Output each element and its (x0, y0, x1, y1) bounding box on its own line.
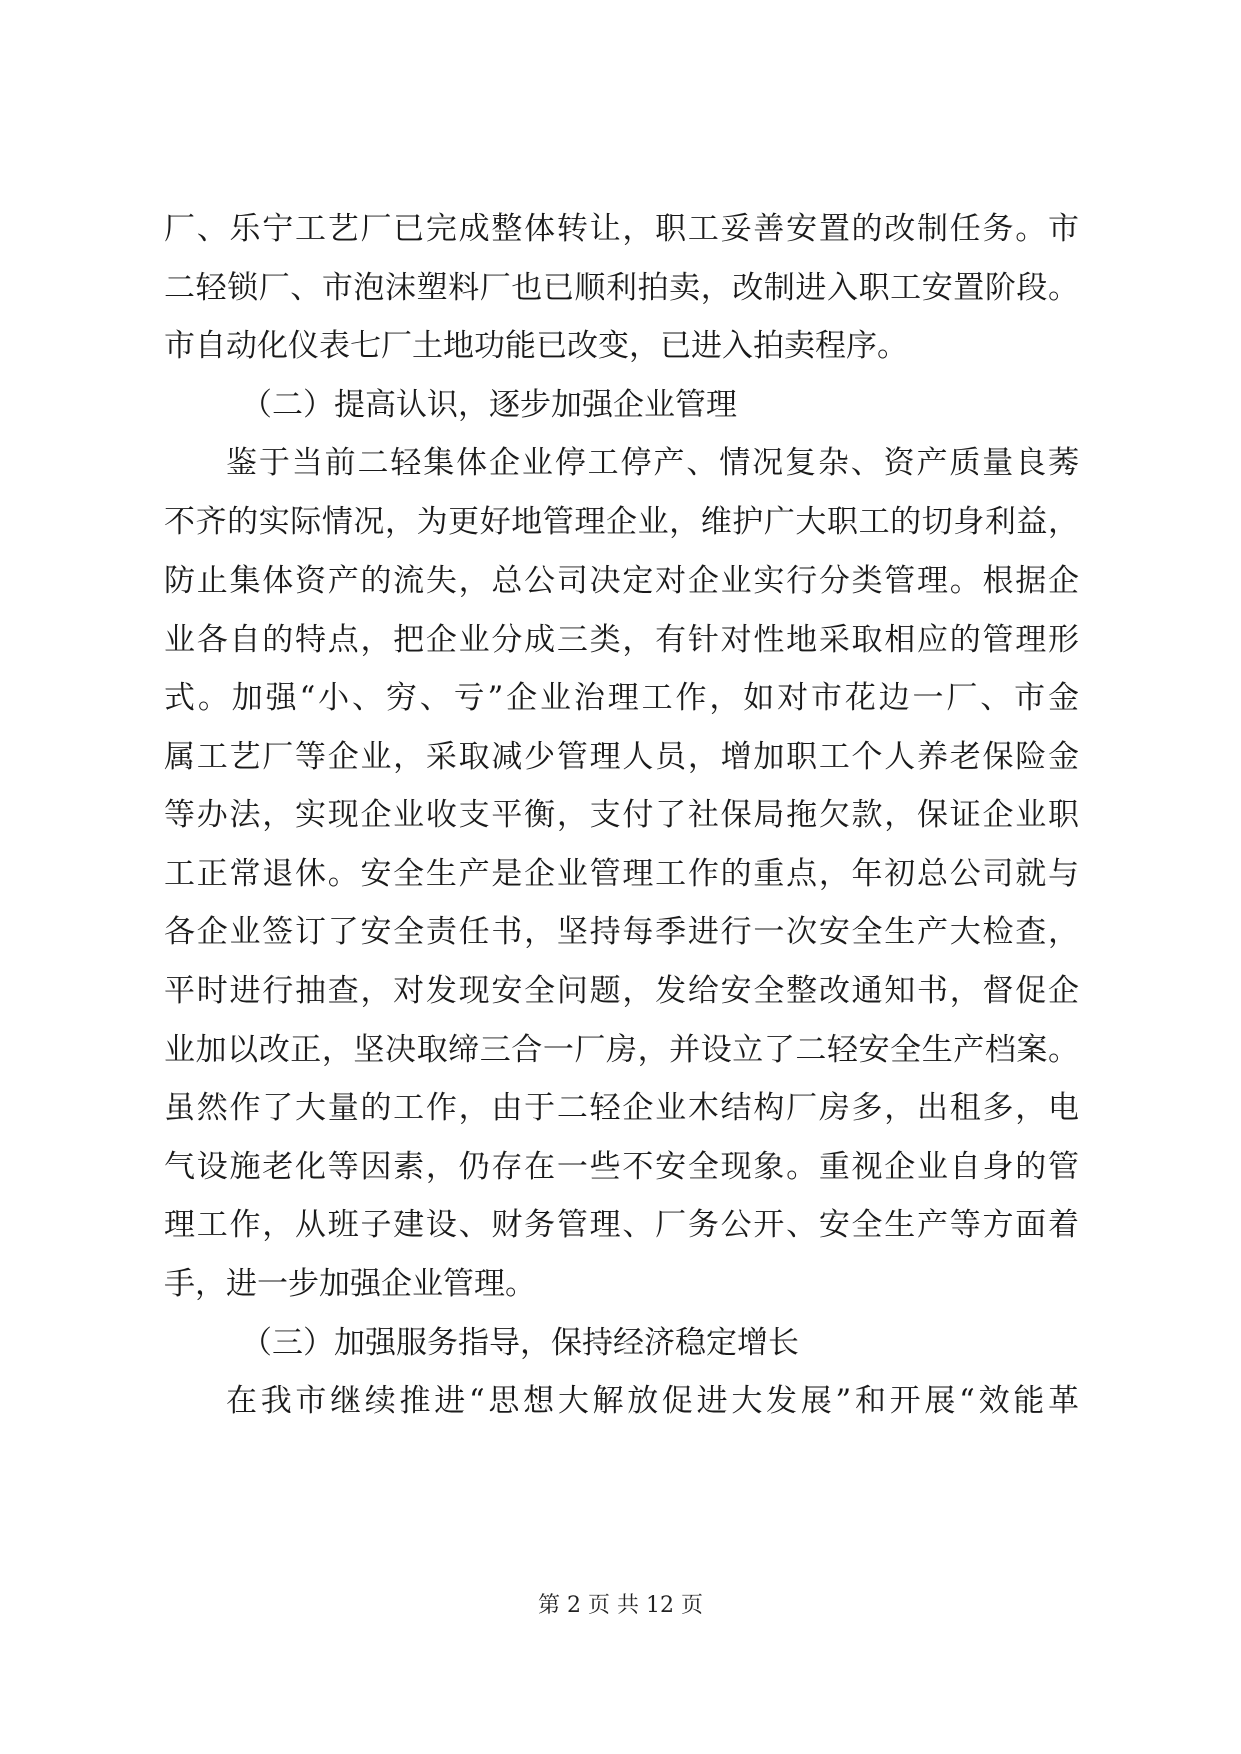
body-line: 厂、乐宁工艺厂已完成整体转让，职工妥善安置的改制任务。市 (164, 211, 1079, 247)
section-heading-3: （三）加强服务指导，保持经济稳定增长 (241, 1325, 799, 1361)
body-line: 属工艺厂等企业，采取减少管理人员，增加职工个人养老保险金 (164, 739, 1079, 775)
page-number-footer: 第 2 页 共 12 页 (538, 1593, 703, 1618)
body-line: 气设施老化等因素，仍存在一些不安全现象。重视企业自身的管 (164, 1149, 1079, 1185)
section-heading-2: （二）提高认识，逐步加强企业管理 (241, 387, 737, 423)
body-line: 工正常退休。安全生产是企业管理工作的重点，年初总公司就与 (164, 856, 1079, 892)
body-line: 式。加强“小、穷、亏”企业治理工作，如对市花边一厂、市金 (164, 680, 1079, 716)
paragraph-first-line: 在我市继续推进“思想大解放促进大发展”和开展“效能革 (226, 1383, 1079, 1419)
body-line: 业加以改正，坚决取缔三合一厂房，并设立了二轻安全生产档案。 (164, 1032, 1079, 1068)
body-line: 虽然作了大量的工作，由于二轻企业木结构厂房多，出租多，电 (164, 1090, 1079, 1126)
body-line: 业各自的特点，把企业分成三类，有针对性地采取相应的管理形 (164, 622, 1079, 658)
body-line: 各企业签订了安全责任书，坚持每季进行一次安全生产大检查， (164, 914, 1079, 950)
body-line: 二轻锁厂、市泡沫塑料厂也已顺利拍卖，改制进入职工安置阶段。 (164, 270, 1079, 306)
body-line: 平时进行抽查，对发现安全问题，发给安全整改通知书，督促企 (164, 973, 1079, 1009)
body-line: 手，进一步加强企业管理。 (164, 1266, 536, 1302)
body-line: 市自动化仪表七厂土地功能已改变，已进入拍卖程序。 (164, 328, 908, 364)
paragraph-first-line: 鉴于当前二轻集体企业停工停产、情况复杂、资产质量良莠 (226, 445, 1079, 481)
body-line: 防止集体资产的流失，总公司决定对企业实行分类管理。根据企 (164, 563, 1079, 599)
body-line: 理工作，从班子建设、财务管理、厂务公开、安全生产等方面着 (164, 1207, 1079, 1243)
body-line: 等办法，实现企业收支平衡，支付了社保局拖欠款，保证企业职 (164, 797, 1079, 833)
body-line: 不齐的实际情况，为更好地管理企业，维护广大职工的切身利益， (164, 504, 1079, 540)
